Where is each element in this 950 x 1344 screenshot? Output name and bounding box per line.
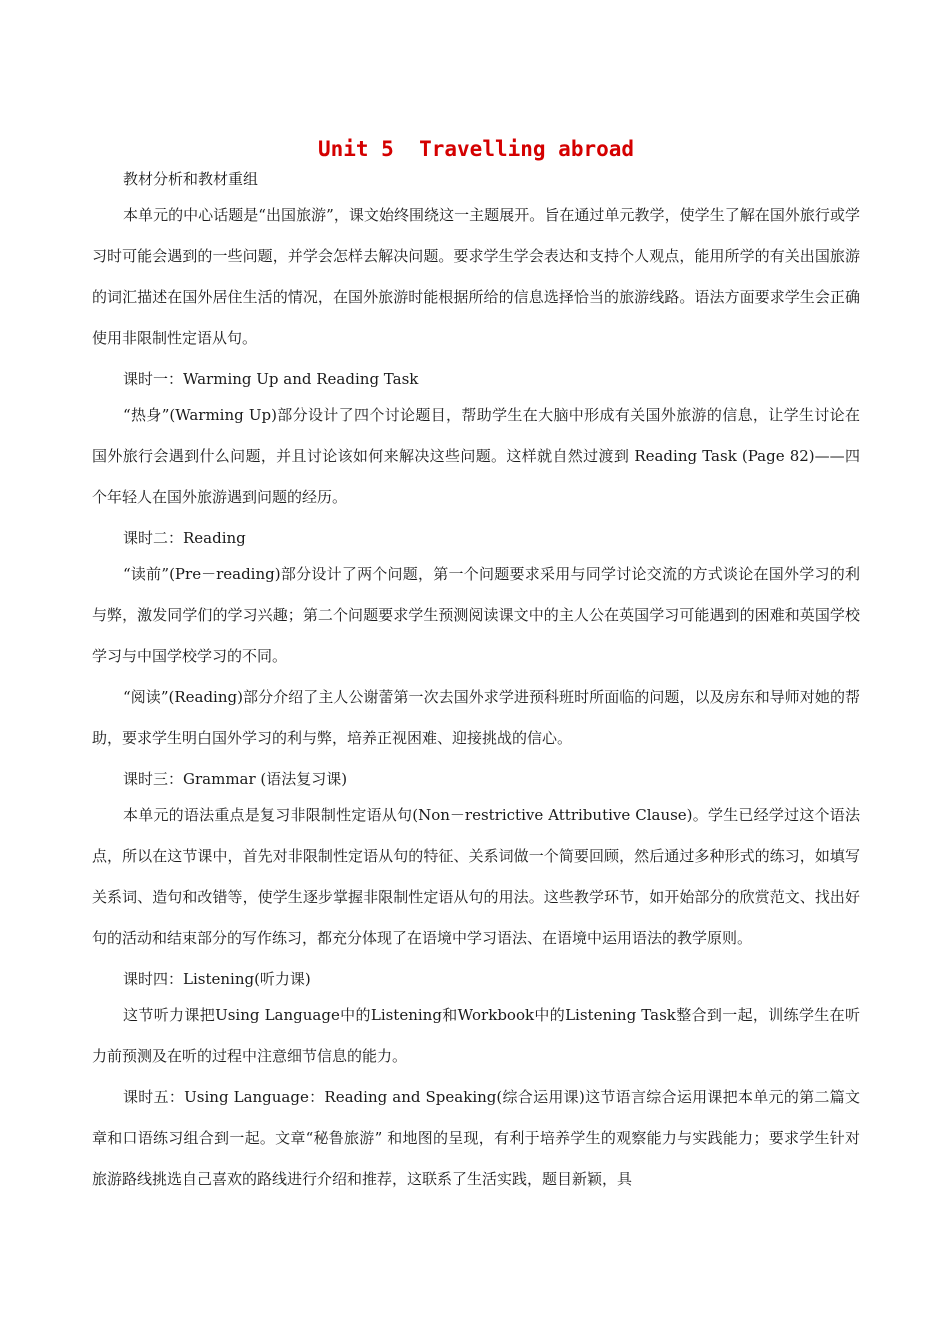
section-heading: 教材分析和教材重组 (123, 170, 259, 188)
document-title: Unit 5 Travelling abroad (317, 137, 635, 161)
body-paragraph: 本单元的语法重点是复习非限制性定语从句(Non－restrictive Attributive Clause)。学生已经学过这个语法点，所以在这节课中，首先对非限制性定语从句的特征、关系词做一个简要回顾，然后通过多种形式的练习，如填写关系词、造句和改错等，使学生逐步掌握非限制性定语从句的用法。这些教学环节，如开始部分的欣赏范文、找出好句的活动和结束部分的写作练习，都充分体现了在语境中学习语法、在语境中运用语法的教学原则。 (92, 806, 860, 947)
body-paragraph: 本单元的中心话题是“出国旅游”，课文始终围绕这一主题展开。旨在通过单元教学，使学生了解在国外旅行或学习时可能会遇到的一些问题，并学会怎样去解决问题。要求学生学会表达和支持个人观点，能用所学的有关出国旅游的词汇描述在国外居住生活的情况，在国外旅游时能根据所给的信息选择恰当的旅游线路。语法方面要求学生会正确使用非限制性定语从句。 (92, 206, 860, 347)
section-heading: 课时四：Listening(听力课) (123, 970, 311, 988)
body-paragraph: “热身”(Warming Up)部分设计了四个讨论题目，帮助学生在大脑中形成有关国外旅游的信息，让学生讨论在国外旅行会遇到什么问题，并且讨论该如何来解决这些问题。这样就自然过渡到 Reading Task (Page 82)——四个年轻人在国外旅游遇到问题的经历。 (92, 406, 860, 506)
body-paragraph: 课时五：Using Language：Reading and Speaking(综合运用课)这节语言综合运用课把本单元的第二篇文章和口语练习组合到一起。文章“秘鲁旅游” 和地图的呈现，有利于培养学生的观察能力与实践能力；要求学生针对旅游路线挑选自己喜欢的路线进行介绍和推荐，这联系了生活实践，题目新颖，具 (92, 1088, 860, 1188)
section-heading: 课时三：Grammar (语法复习课) (123, 770, 348, 788)
document-body (92, 164, 860, 1200)
section-heading: 课时二：Reading (123, 529, 246, 547)
body-paragraph: “读前”(Pre－reading)部分设计了两个问题，第一个问题要求采用与同学讨论交流的方式谈论在国外学习的利与弊，激发同学们的学习兴趣；第二个问题要求学生预测阅读课文中的主人公在英国学习可能遇到的困难和英国学校学习与中国学校学习的不同。 (92, 565, 860, 665)
body-paragraph: “阅读”(Reading)部分介绍了主人公谢蕾第一次去国外求学进预科班时所面临的问题，以及房东和导师对她的帮助，要求学生明白国外学习的利与弊，培养正视困难、迎接挑战的信心。 (92, 688, 860, 747)
section-heading: 课时一：Warming Up and Reading Task (123, 370, 419, 388)
body-paragraph: 这节听力课把Using Language中的Listening和Workbook中的Listening Task整合到一起，训练学生在听力前预测及在听的过程中注意细节信息的能力。 (92, 1006, 860, 1065)
